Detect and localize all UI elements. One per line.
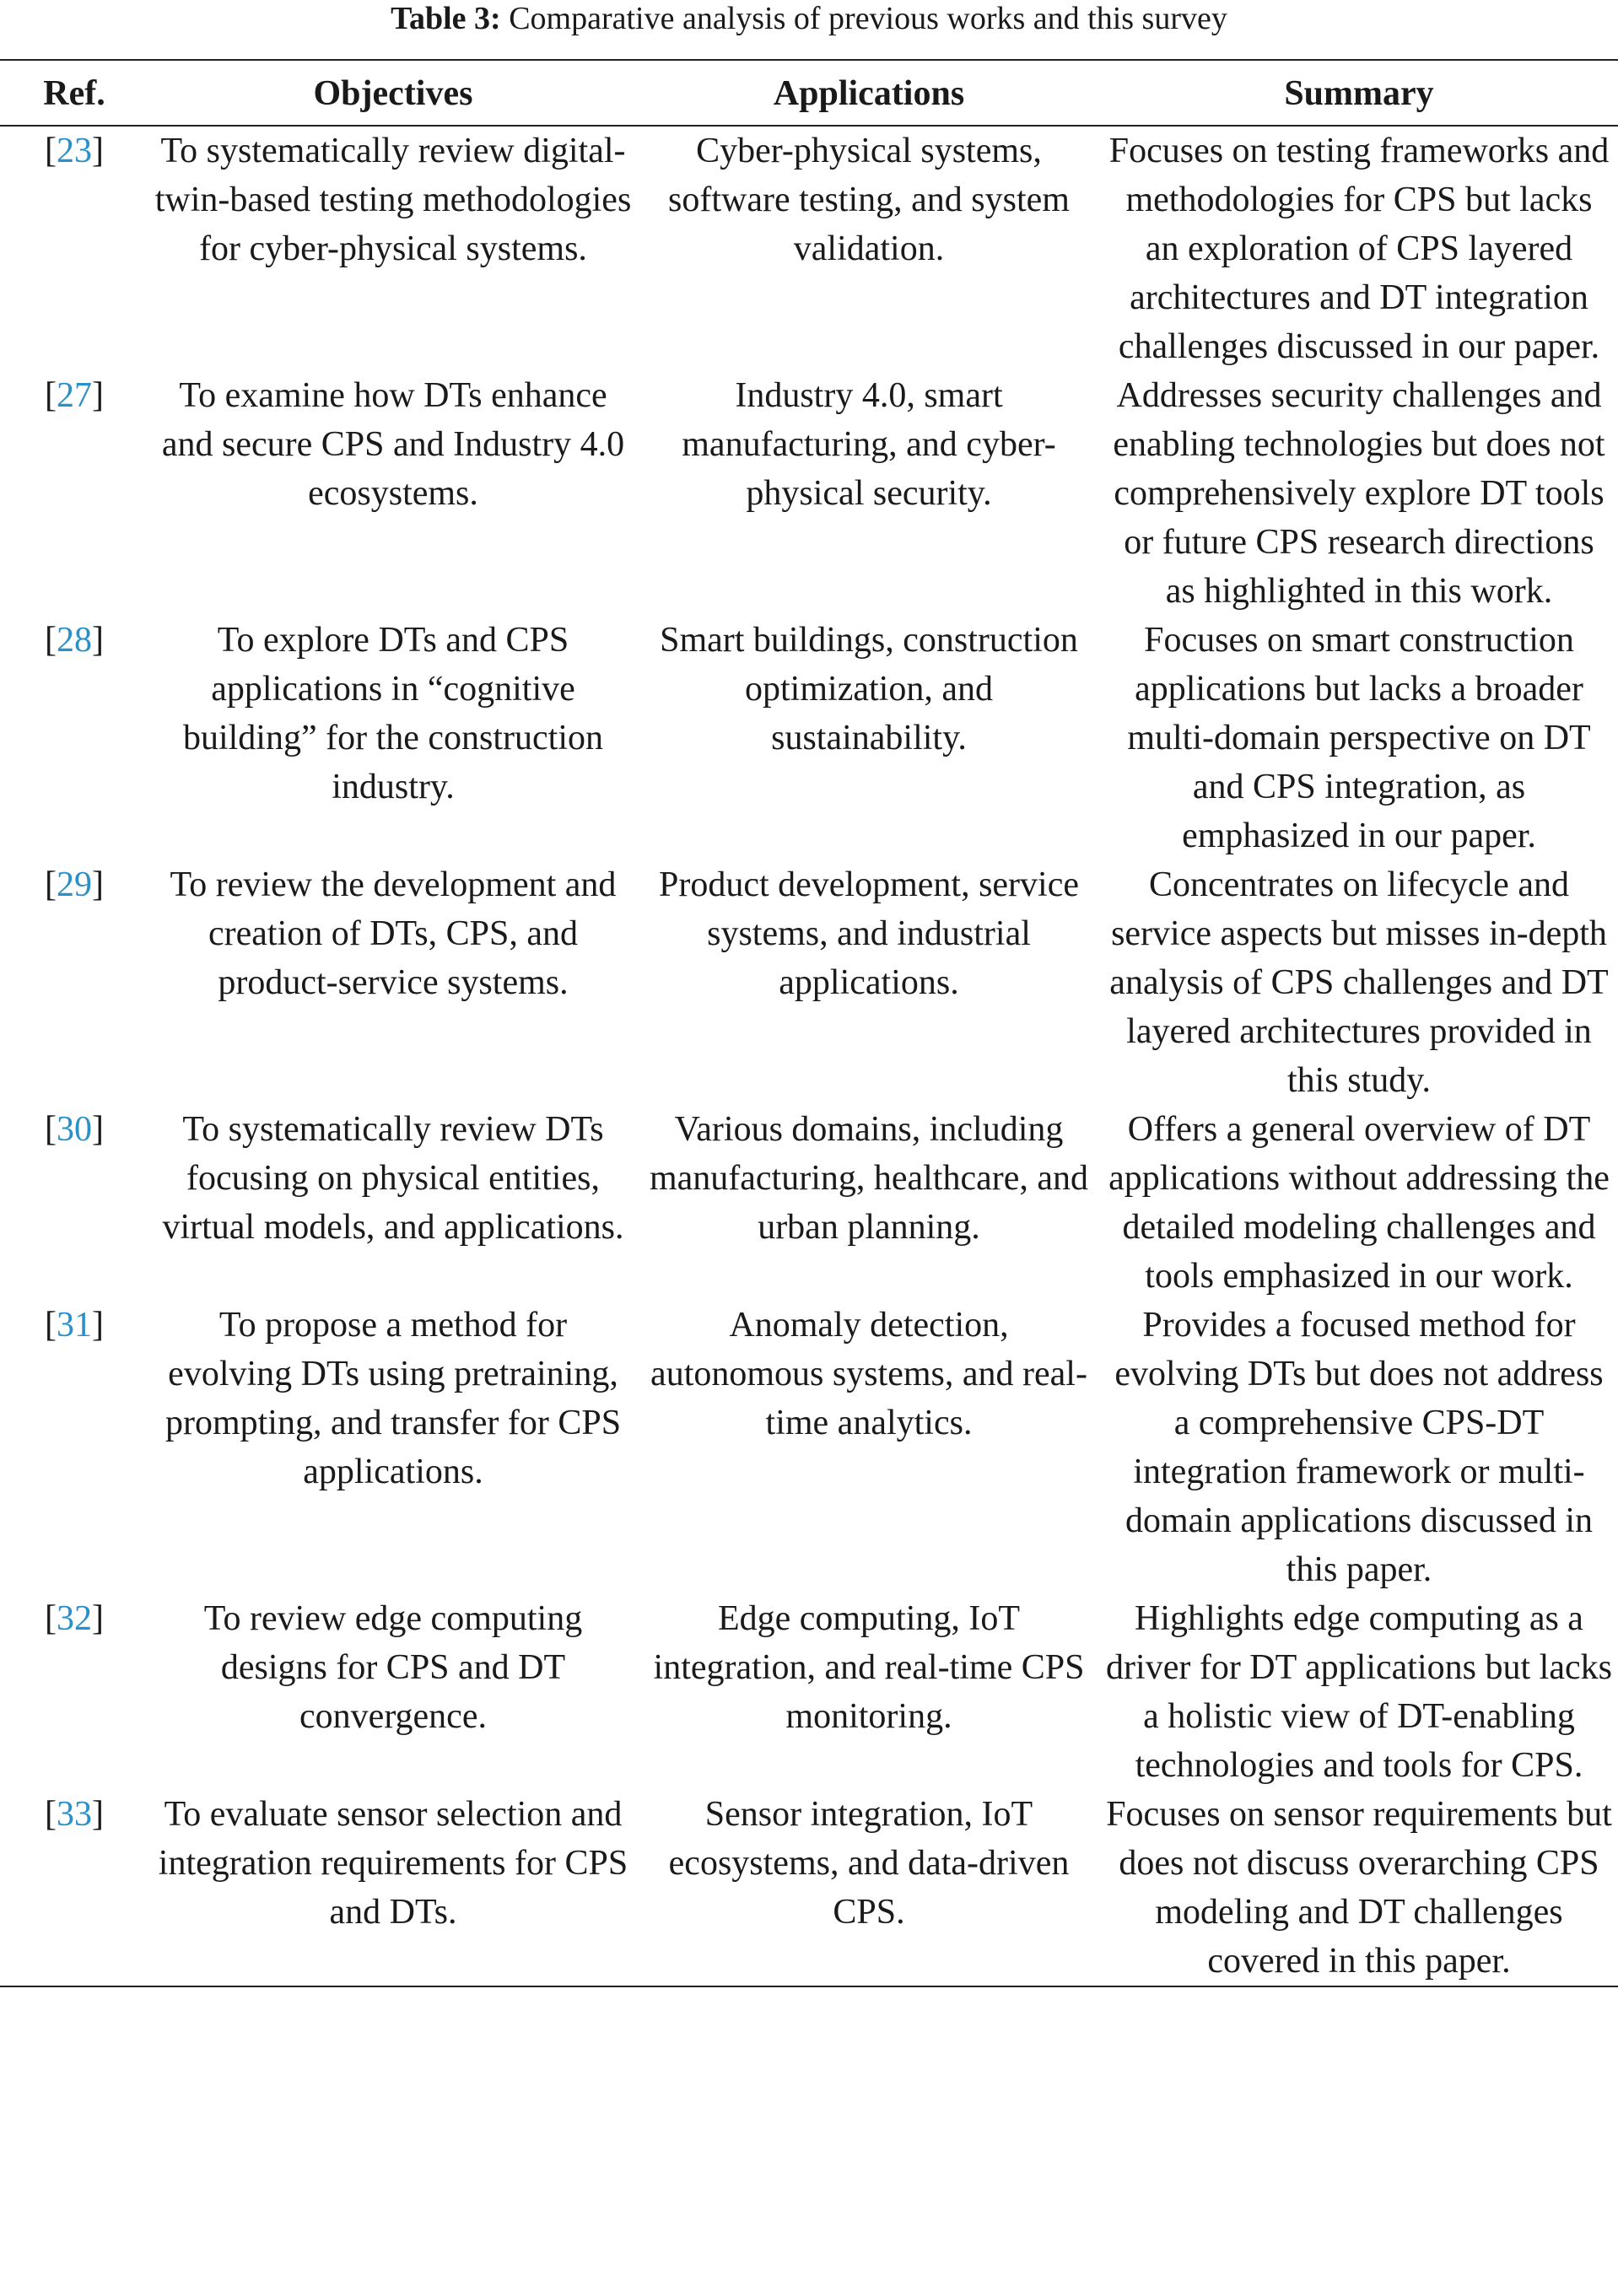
ref-bracket-close: ] — [92, 865, 104, 904]
objectives-cell: To evaluate sensor selection and integration requirements for CPS and DTs. — [148, 1790, 638, 1986]
header-applications: Applications — [638, 60, 1100, 126]
objectives-cell: To systematically review digital-twin-based testing methodologies for cyber-physical systems. — [154, 132, 632, 268]
applications-cell: Edge computing, IoT integration, and real-time CPS monitoring. — [653, 1599, 1085, 1736]
summary-cell: Addresses security challenges and enabling technologies but does not comprehensively explore DT tools or future CPS research directions as highlighted in this work. — [1113, 376, 1605, 611]
ref-cell — [0, 1594, 148, 1790]
citation-link[interactable]: 27 — [57, 376, 92, 415]
objectives-cell: To examine how DTs enhance and secure CPS and Industry 4.0 ecosystems. — [161, 376, 625, 513]
summary-cell: Offers a general overview of DT applications without addressing the detailed modeling challenges and tools emphasized in our work. — [1108, 1110, 1610, 1296]
objectives-cell: To review edge computing designs for CPS and DT convergence. — [203, 1599, 583, 1736]
objectives-cell: To propose a method for evolving DTs using pretraining, prompting, and transfer for CPS applications. — [164, 1306, 622, 1491]
summary-cell: Focuses on testing frameworks and methodologies for CPS but lacks an exploration of CPS layered architectures and DT integration challenges discussed in our paper. — [1108, 132, 1610, 366]
table-row — [0, 371, 1618, 616]
citation-link[interactable]: 33 — [57, 1795, 92, 1834]
ref-bracket-open: [ — [45, 1795, 57, 1834]
ref-cell — [0, 371, 148, 616]
citation-link[interactable]: 28 — [57, 621, 92, 660]
ref-cell — [0, 616, 148, 860]
applications-cell: Product development, service systems, and industrial applications. — [658, 865, 1079, 1002]
citation-link[interactable]: 30 — [57, 1110, 92, 1149]
ref-cell — [0, 1105, 148, 1301]
summary-cell: Highlights edge computing as a driver for DT applications but lacks a holistic view of DT-enabling technologies and tools for CPS. — [1106, 1599, 1612, 1785]
summary-cell: Focuses on smart construction applications but lacks a broader multi-domain perspective on DT and CPS integration, as emphasized in our paper. — [1127, 621, 1591, 855]
table-row — [0, 1790, 1618, 1986]
ref-bracket-open: [ — [45, 132, 57, 170]
table-row — [0, 616, 1618, 860]
table-row — [0, 1105, 1618, 1301]
ref-bracket-close: ] — [92, 1306, 104, 1345]
caption-text: Comparative analysis of previous works and this survey — [509, 1, 1227, 36]
table-row — [0, 860, 1618, 1105]
ref-bracket-close: ] — [92, 376, 104, 415]
citation-link[interactable]: 23 — [57, 132, 92, 170]
summary-cell: Concentrates on lifecycle and service aspects but misses in-depth analysis of CPS challenges and DT layered architectures provided in this study. — [1109, 865, 1609, 1100]
ref-bracket-close: ] — [92, 1795, 104, 1834]
table-row — [0, 1301, 1618, 1594]
comparison-table-container — [0, 59, 1618, 1987]
citation-link[interactable]: 31 — [57, 1306, 92, 1345]
applications-cell: Anomaly detection, autonomous systems, and real-time analytics. — [650, 1306, 1087, 1442]
table-row — [0, 1594, 1618, 1790]
header-row — [0, 60, 1618, 126]
header-objectives: Objectives — [148, 60, 638, 126]
objectives-cell: To review the development and creation of DTs, CPS, and product-service systems. — [170, 865, 617, 1002]
header-summary: Summary — [1100, 60, 1618, 126]
citation-link[interactable]: 32 — [57, 1599, 92, 1638]
table-header — [0, 60, 1618, 126]
ref-bracket-close: ] — [92, 132, 104, 170]
summary-cell: Focuses on sensor requirements but does not discuss overarching CPS modeling and DT challenges covered in this paper. — [1100, 1790, 1618, 1986]
ref-bracket-close: ] — [92, 1110, 104, 1149]
objectives-cell: To explore DTs and CPS applications in “cognitive building” for the construction industry. — [182, 621, 604, 806]
applications-cell: Industry 4.0, smart manufacturing, and cyber-physical security. — [682, 376, 1056, 513]
applications-cell: Cyber-physical systems, software testing, and system validation. — [668, 132, 1070, 268]
applications-cell: Smart buildings, construction optimization, and sustainability. — [660, 621, 1078, 757]
applications-cell: Sensor integration, IoT ecosystems, and data-driven CPS. — [638, 1790, 1100, 1986]
citation-link[interactable]: 29 — [57, 865, 92, 904]
ref-bracket-close: ] — [92, 621, 104, 660]
header-ref: Ref. — [0, 60, 148, 126]
ref-cell — [0, 1301, 148, 1594]
ref-bracket-open: [ — [45, 1599, 57, 1638]
ref-bracket-open: [ — [45, 1306, 57, 1345]
ref-cell — [0, 126, 148, 371]
ref-cell — [0, 1790, 148, 1986]
table-caption — [0, 0, 1618, 37]
summary-cell: Provides a focused method for evolving DTs but does not address a comprehensive CPS-DT integration framework or multi-domain applications discussed in this paper. — [1114, 1306, 1604, 1589]
ref-bracket-open: [ — [45, 376, 57, 415]
ref-cell — [0, 860, 148, 1105]
table-row — [0, 126, 1618, 371]
caption-label: Table 3: — [391, 1, 501, 36]
objectives-cell: To systematically review DTs focusing on physical entities, virtual models, and applications. — [162, 1110, 624, 1247]
comparison-table — [0, 59, 1618, 1987]
ref-bracket-open: [ — [45, 865, 57, 904]
ref-bracket-open: [ — [45, 1110, 57, 1149]
table-body — [0, 126, 1618, 1986]
ref-bracket-close: ] — [92, 1599, 104, 1638]
applications-cell: Various domains, including manufacturing, healthcare, and urban planning. — [649, 1110, 1089, 1247]
ref-bracket-open: [ — [45, 621, 57, 660]
